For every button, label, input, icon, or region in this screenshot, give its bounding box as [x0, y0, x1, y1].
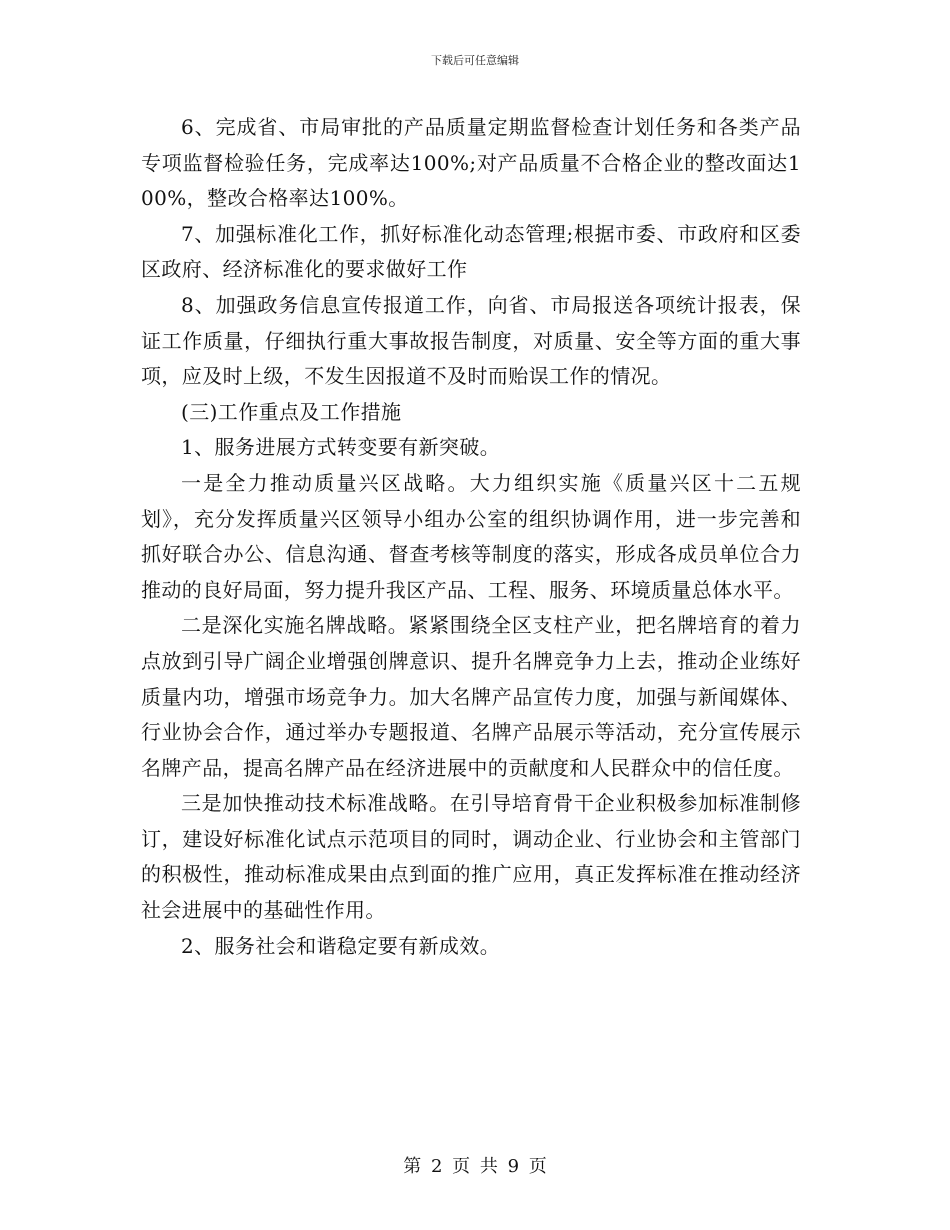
paragraph-item-8: 8、加强政务信息宣传报道工作，向省、市局报送各项统计报表，保证工作质量，仔细执行重大事故报告制度，对质量、安全等方面的重大事项，应及时上级，不发生因报道不及时而贻误工作的情况。: [141, 292, 801, 389]
paragraph-item-6: 6、完成省、市局审批的产品质量定期监督检查计划任务和各类产品专项监督检验任务，完成率达100%;对产品质量不合格企业的整改面达100%，整改合格率达100%。: [141, 115, 801, 211]
paragraph-standards-strategy: 三是加快推动技术标准战略。在引导培育骨干企业积极参加标准制修订，建设好标准化试点示范项目的同时，调动企业、行业协会和主管部门的积极性，推动标准成果由点到面的推广应用，真正发挥标准在推动经济社会进展中的基础性作用。: [141, 791, 801, 923]
section-heading: (三)工作重点及工作措施: [181, 399, 402, 424]
paragraph-brand-strategy: 二是深化实施名牌战略。紧紧围绕全区支柱产业，把名牌培育的着力点放到引导广阔企业增强创牌意识、提升名牌竞争力上去，推动企业练好质量内功，增强市场竞争力。加大名牌产品宣传力度，加强与新闻媒体、行业协会合作，通过举办专题报道、名牌产品展示等活动，充分宣传展示名牌产品，提高名牌产品在经济进展中的贡献度和人民群众中的信任度。: [141, 613, 801, 780]
header-note: 下载后可任意编辑: [431, 54, 519, 67]
subheading-1: 1、服务进展方式转变要有新突破。: [181, 435, 501, 460]
paragraph-item-7: 7、加强标准化工作，抓好标准化动态管理;根据市委、市政府和区委区政府、经济标准化的要求做好工作: [141, 221, 801, 282]
document-body: [141, 110, 801, 964]
page-number: 第 2 页 共 9 页: [403, 1156, 547, 1177]
subheading-2: 2、服务社会和谐稳定要有新成效。: [181, 933, 501, 958]
paragraph-quality-strategy: 一是全力推动质量兴区战略。大力组织实施《质量兴区十二五规划》，充分发挥质量兴区领导小组办公室的组织协调作用，进一步完善和抓好联合办公、信息沟通、督查考核等制度的落实，形成各成员单位合力推动的良好局面，努力提升我区产品、工程、服务、环境质量总体水平。: [141, 470, 801, 602]
